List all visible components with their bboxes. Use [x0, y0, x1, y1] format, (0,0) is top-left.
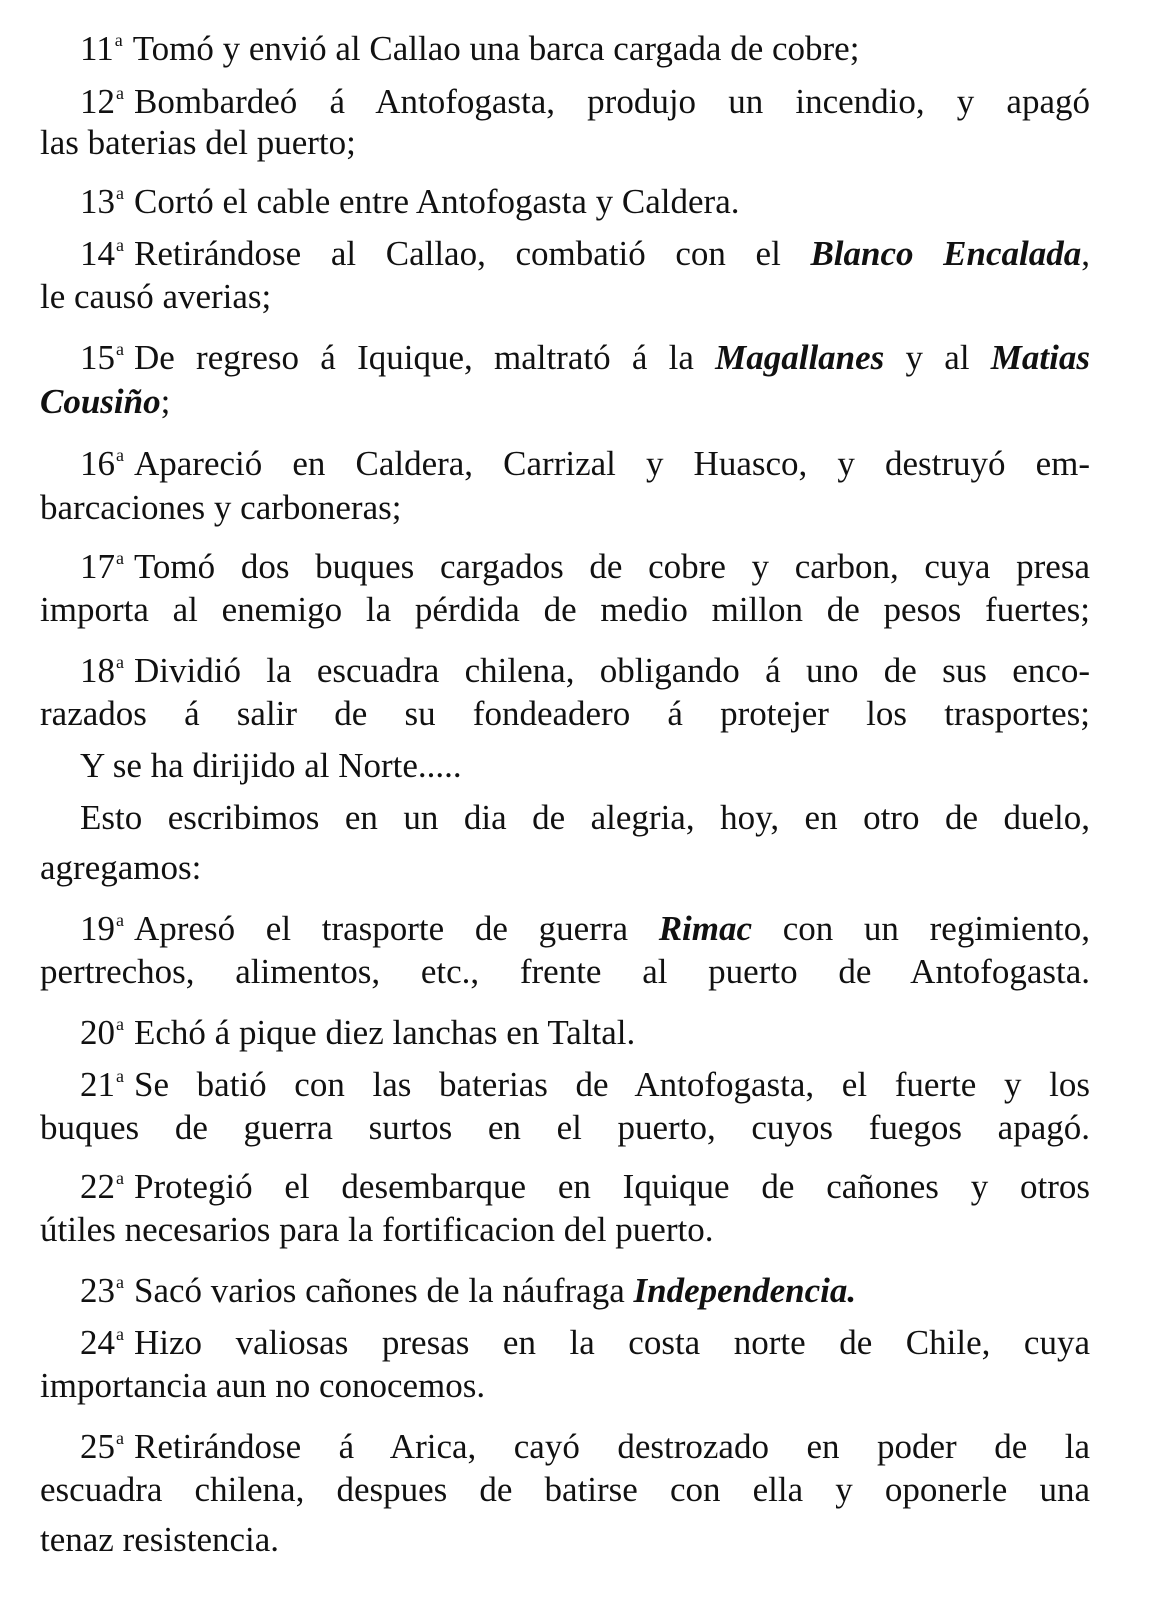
ordinal-indicator: a [116, 1428, 124, 1448]
numbered-item-line [80, 1413, 1090, 1466]
numbered-item-line [80, 324, 1090, 377]
ordinal-indicator: a [116, 1014, 124, 1034]
item-number: 12 [80, 82, 115, 121]
ordinal-indicator: a [116, 1066, 124, 1086]
text-segment: agregamos: [40, 848, 202, 887]
item-number: 25 [80, 1427, 115, 1466]
numbered-item-line [80, 533, 1090, 586]
text-segment: razados á salir de su fondeadero á protejer los trasportes; [40, 694, 1090, 733]
text-segment: Apareció en Caldera, Carrizal y Huasco, y destruyó em- [134, 444, 1090, 483]
text-line [40, 118, 1090, 168]
text-line [40, 1515, 1090, 1565]
text-line [80, 741, 1090, 791]
ordinal-indicator: a [116, 1272, 124, 1292]
item-number: 16 [80, 444, 115, 483]
ship-name: Cousiño [40, 382, 161, 421]
text-segment: Y se ha dirijido al Norte..... [80, 746, 462, 785]
text-segment: ; [160, 382, 171, 421]
text-line [40, 1361, 1090, 1411]
ordinal-indicator: a [116, 1168, 124, 1188]
text-segment: , [1081, 234, 1090, 273]
text-segment: Hizo valiosas presas en la costa norte de Chile, cuya [134, 1323, 1090, 1362]
text-segment: tenaz resistencia. [40, 1520, 280, 1559]
text-line [40, 1465, 1090, 1515]
ordinal-indicator: a [116, 652, 124, 672]
numbered-item-line [80, 220, 1090, 273]
item-number: 14 [80, 234, 115, 273]
text-line [40, 585, 1090, 635]
ordinal-indicator: a [116, 235, 124, 255]
text-segment: Apresó el trasporte de guerra [134, 909, 659, 948]
text-segment: y al [884, 338, 991, 377]
text-segment: Tomó y envió al Callao una barca cargada de cobre; [132, 29, 860, 68]
item-number: 18 [80, 651, 115, 690]
text-segment: Bombardeó á Antofogasta, produjo un incendio, y apagó [134, 82, 1090, 121]
ordinal-indicator: a [116, 910, 124, 930]
text-line [40, 272, 1090, 322]
ordinal-indicator: a [116, 445, 124, 465]
numbered-item-line [80, 68, 1090, 121]
numbered-item-line [80, 999, 1090, 1052]
ordinal-indicator: a [114, 30, 123, 50]
text-line [40, 843, 1090, 893]
text-segment: Cortó el cable entre Antofogasta y Caldera. [134, 182, 740, 221]
numbered-item-line [80, 168, 1090, 221]
item-number: 21 [80, 1065, 115, 1104]
text-segment: útiles necesarios para la fortificacion del puerto. [40, 1210, 714, 1249]
text-segment: Sacó varios cañones de la náufraga [134, 1271, 634, 1310]
ship-name: Blanco Encalada [810, 234, 1082, 273]
ship-name: Magallanes [715, 338, 885, 377]
text-segment: Se batió con las baterias de Antofogasta, el fuerte y los [134, 1065, 1090, 1104]
text-segment: con un regimiento, [752, 909, 1091, 948]
text-segment: importa al enemigo la pérdida de medio millon de pesos fuertes; [40, 590, 1090, 629]
numbered-item-line [80, 1257, 1090, 1310]
numbered-item-line [80, 895, 1091, 948]
text-segment: Esto escribimos en un dia de alegria, hoy, en otro de duelo, [80, 798, 1090, 837]
ordinal-indicator: a [116, 548, 124, 568]
ordinal-indicator: a [116, 183, 124, 203]
text-segment: barcaciones y carboneras; [40, 488, 402, 527]
ship-name: Independencia. [633, 1271, 857, 1310]
item-number: 23 [80, 1271, 115, 1310]
item-number: 24 [80, 1323, 115, 1362]
text-segment: escuadra chilena, despues de batirse con ella y oponerle una [40, 1470, 1090, 1509]
text-segment: Dividió la escuadra chilena, obligando á uno de sus enco- [134, 651, 1090, 690]
text-segment: Protegió el desembarque en Iquique de cañones y otros [134, 1167, 1090, 1206]
item-number: 22 [80, 1167, 115, 1206]
text-line [40, 1205, 1090, 1255]
numbered-item-line [80, 1153, 1090, 1206]
text-line [40, 947, 1090, 997]
item-number: 20 [80, 1013, 115, 1052]
text-segment: pertrechos, alimentos, etc., frente al puerto de Antofogasta. [40, 952, 1090, 991]
numbered-item-line [80, 430, 1090, 483]
text-segment: buques de guerra surtos en el puerto, cuyos fuegos apagó. [40, 1108, 1090, 1147]
ship-name: Matias [990, 338, 1090, 377]
text-line [40, 689, 1090, 739]
text-segment: De regreso á Iquique, maltrató á la [134, 338, 716, 377]
numbered-item-line [80, 1051, 1090, 1104]
text-segment: Echó á pique diez lanchas en Taltal. [134, 1013, 636, 1052]
ordinal-indicator: a [116, 1324, 124, 1344]
text-segment: las baterias del puerto; [40, 123, 356, 162]
text-segment: Retirándose á Arica, cayó destrozado en poder de la [134, 1427, 1090, 1466]
item-number: 17 [80, 547, 115, 586]
item-number: 13 [80, 182, 115, 221]
ordinal-indicator: a [116, 339, 124, 359]
ship-name: Rimac [658, 909, 753, 948]
text-line [40, 1103, 1090, 1153]
numbered-item-line [80, 15, 1090, 68]
item-number: 15 [80, 338, 115, 377]
text-segment: le causó averias; [40, 277, 272, 316]
numbered-item-line [80, 1309, 1090, 1362]
ordinal-indicator: a [116, 83, 124, 103]
text-segment: Tomó dos buques cargados de cobre y carbon, cuya presa [134, 547, 1090, 586]
item-number: 11 [80, 29, 114, 68]
text-line [40, 377, 1090, 427]
text-segment: importancia aun no conocemos. [40, 1366, 486, 1405]
text-segment: Retirándose al Callao, combatió con el [134, 234, 811, 273]
text-line [80, 793, 1090, 843]
item-number: 19 [80, 909, 115, 948]
numbered-item-line [80, 637, 1090, 690]
text-line [40, 483, 1090, 533]
